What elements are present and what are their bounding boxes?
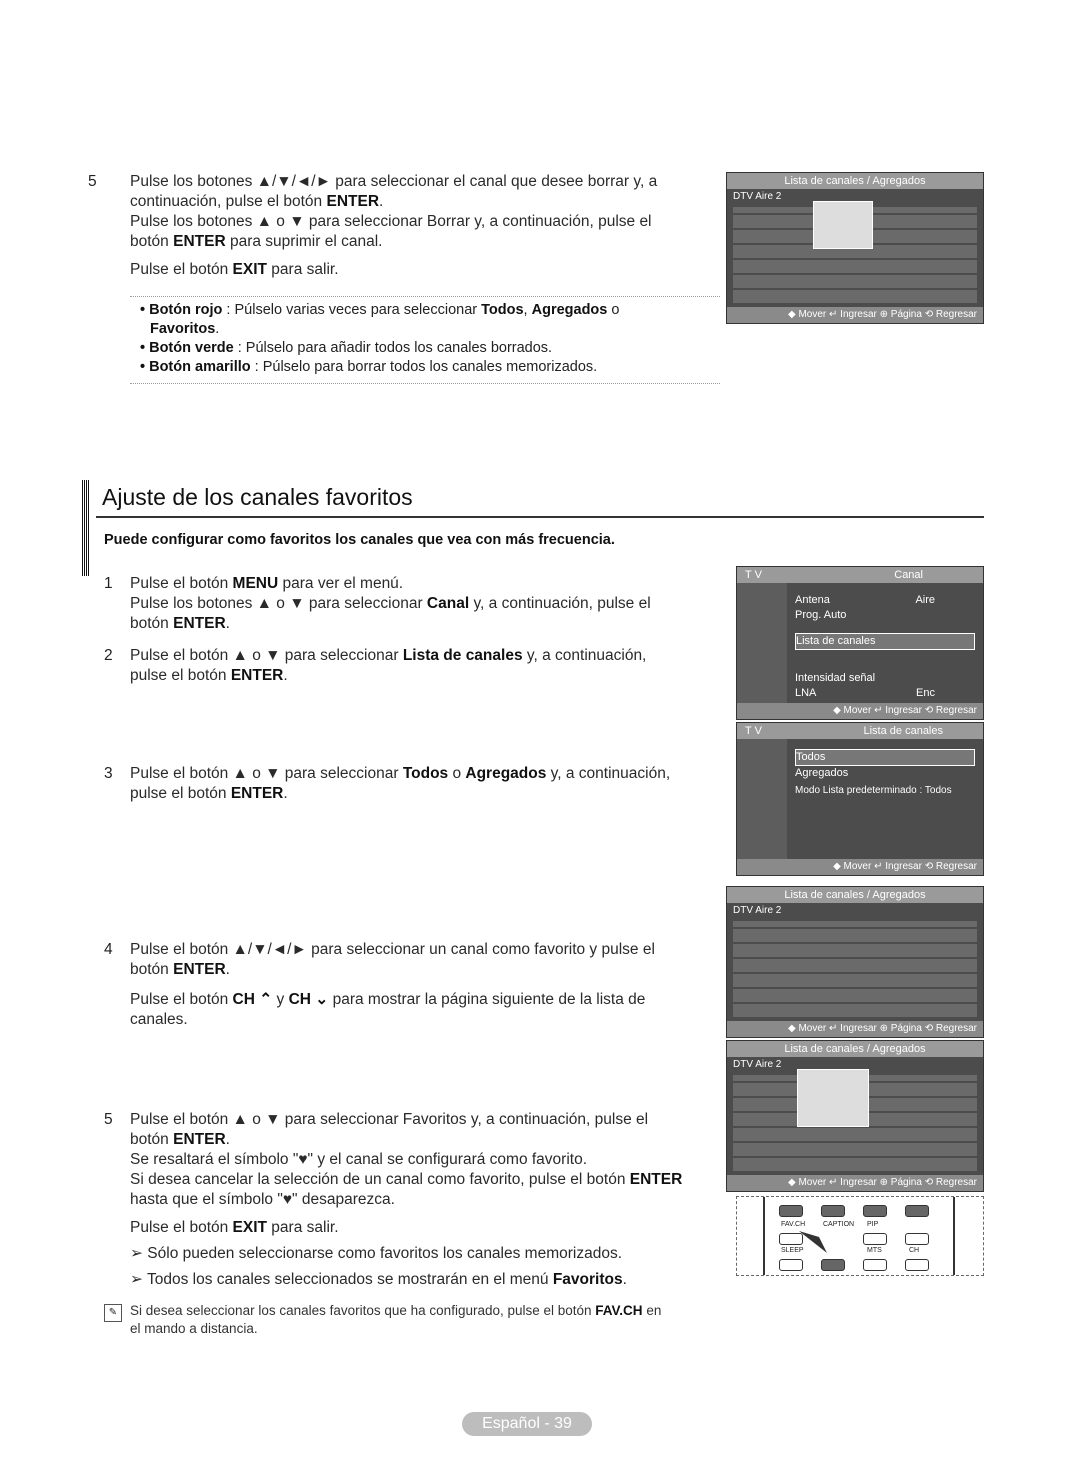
line: Pulse el botón ▲ o ▼ para seleccionar Todos o Agregados y, a continuación, — [130, 765, 671, 782]
line: Pulse el botón ▲ o ▼ para seleccionar Lista de canales y, a continuación, — [130, 647, 647, 664]
remote-button — [821, 1205, 845, 1217]
step3-text — [130, 764, 710, 804]
menu-item-lna: LNA Enc — [795, 687, 935, 699]
channel-grid — [733, 921, 977, 1017]
line: Pulse el botón ▲/▼/◄/► para seleccionar un canal como favorito y pulse el — [130, 941, 655, 958]
tv-screen-channel-list-favorites — [726, 1040, 984, 1192]
step-number: 2 — [104, 647, 113, 664]
line: Pulse el botón MENU para ver el menú. — [130, 575, 404, 592]
screen-subtitle: DTV Aire 2 — [733, 1059, 782, 1070]
page-number-badge: Español - 39 — [462, 1412, 592, 1436]
remote-control-excerpt — [736, 1196, 984, 1276]
remote-label: CH — [909, 1247, 920, 1254]
line: botón ENTER. — [130, 961, 230, 978]
favorites-popup — [797, 1069, 869, 1127]
step-number: 5 — [88, 173, 97, 190]
menu-item-todos: Todos — [795, 749, 975, 766]
menu-header: Canal — [894, 569, 923, 581]
screen-footer: ◆ Mover ↵ Ingresar ⟲ Regresar — [737, 703, 983, 719]
note-red-cont: Favoritos. — [150, 321, 220, 337]
remote-label: MTS — [867, 1247, 882, 1254]
screen-header: Lista de canales / Agregados — [727, 173, 983, 189]
note-red: • Botón rojo : Púlselo varias veces para seleccionar Todos, Agregados o — [140, 302, 620, 318]
tv-screen-channel-list — [726, 886, 984, 1038]
tip-icon: ✎ — [104, 1304, 122, 1322]
delete-popup — [813, 201, 873, 249]
tv-screen-lista-menu — [736, 722, 984, 876]
remote-label: CAPTION — [823, 1221, 855, 1228]
menu-sidebar — [737, 739, 787, 859]
section-marker — [82, 480, 90, 576]
note-green: • Botón verde : Púlselo para añadir todos los canales borrados. — [140, 340, 553, 356]
screen-footer: ◆ Mover ↵ Ingresar ⊕ Página ⟲ Regresar — [727, 1021, 983, 1037]
pip-button — [863, 1233, 887, 1245]
tv-label: T V — [745, 569, 762, 581]
screen-footer: ◆ Mover ↵ Ingresar ⊕ Página ⟲ Regresar — [727, 1175, 983, 1191]
line: hasta que el símbolo "♥" desaparezca. — [130, 1191, 395, 1208]
line: pulse el botón ENTER. — [130, 785, 288, 802]
line: canales. — [130, 1011, 188, 1028]
step5-text — [130, 172, 690, 280]
remote-button — [821, 1259, 845, 1271]
line: botón ENTER para suprimir el canal. — [130, 233, 383, 250]
line: Pulse el botón EXIT para salir. — [130, 261, 339, 278]
line: Si desea cancelar la selección de un canal como favorito, pulse el botón ENTER — [130, 1171, 683, 1188]
menu-header: Lista de canales — [863, 725, 943, 737]
tv-screen-canal-menu — [736, 566, 984, 720]
tv-screen-channel-list-delete — [726, 172, 984, 324]
remote-button — [779, 1205, 803, 1217]
step-number: 5 — [104, 1111, 113, 1128]
tv-label: T V — [745, 725, 762, 737]
note-line: ➢ Sólo pueden seleccionarse como favoritos los canales memorizados. — [130, 1245, 623, 1262]
menu-item-prog-auto: Prog. Auto — [795, 609, 847, 621]
line: Pulse los botones ▲ o ▼ para seleccionar Canal y, a continuación, pulse el — [130, 595, 651, 612]
step-number: 1 — [104, 575, 113, 592]
section-title: Ajuste de los canales favoritos — [102, 484, 413, 510]
line: Pulse los botones ▲/▼/◄/► para seleccionar el canal que desee borrar y, a — [130, 173, 658, 190]
step1-text — [130, 574, 710, 634]
line: Pulse los botones ▲ o ▼ para seleccionar Borrar y, a continuación, pulse el — [130, 213, 652, 230]
line: Se resaltará el símbolo "♥" y el canal se configurará como favorito. — [130, 1151, 588, 1168]
ch-down-button — [905, 1259, 929, 1271]
notes-box — [130, 296, 720, 384]
menu-item-antena: Antena Aire — [795, 594, 935, 606]
screen-subtitle: DTV Aire 2 — [733, 905, 782, 916]
step5b-text — [130, 1110, 715, 1290]
note-yellow: • Botón amarillo : Púlselo para borrar todos los canales memorizados. — [140, 359, 598, 375]
line: botón ENTER. — [130, 1131, 230, 1148]
line: Pulse el botón CH ⌃ y CH ⌄ para mostrar la página siguiente de la lista de — [130, 991, 646, 1008]
screen-header: Lista de canales / Agregados — [727, 887, 983, 903]
tip-text: Si desea seleccionar los canales favoritos que ha configurado, pulse el botón FAV.CH en el mando a distancia. — [130, 1303, 662, 1336]
remote-label: PIP — [867, 1221, 879, 1228]
line: continuación, pulse el botón ENTER. — [130, 193, 384, 210]
ch-up-button — [905, 1233, 929, 1245]
step2-text — [130, 646, 710, 686]
menu-item-modo-lista: Modo Lista predeterminado : Todos — [795, 785, 952, 796]
menu-item-agregados: Agregados — [795, 767, 849, 779]
line: pulse el botón ENTER. — [130, 667, 288, 684]
sleep-button — [779, 1259, 803, 1271]
menu-item-intensidad: Intensidad señal — [795, 672, 876, 684]
mts-button — [863, 1259, 887, 1271]
step-number: 4 — [104, 941, 113, 958]
remote-label: FAV.CH — [781, 1221, 806, 1228]
menu-item-lista-canales: Lista de canales — [795, 633, 975, 650]
screen-header: Lista de canales / Agregados — [727, 1041, 983, 1057]
remote-button — [863, 1205, 887, 1217]
step4-text — [130, 940, 710, 1030]
line: Pulse el botón EXIT para salir. — [130, 1219, 339, 1236]
remote-button — [905, 1205, 929, 1217]
section-rule — [96, 516, 984, 518]
step-number: 3 — [104, 765, 113, 782]
line: Pulse el botón ▲ o ▼ para seleccionar Favoritos y, a continuación, pulse el — [130, 1111, 649, 1128]
screen-subtitle: DTV Aire 2 — [733, 191, 782, 202]
screen-footer: ◆ Mover ↵ Ingresar ⟲ Regresar — [737, 859, 983, 875]
screen-footer: ◆ Mover ↵ Ingresar ⊕ Página ⟲ Regresar — [727, 307, 983, 323]
pointer-hand-icon — [797, 1227, 837, 1257]
line: botón ENTER. — [130, 615, 230, 632]
note-line: ➢ Todos los canales seleccionados se mostrarán en el menú Favoritos. — [130, 1271, 627, 1288]
menu-sidebar — [737, 583, 787, 703]
section-subtitle: Puede configurar como favoritos los canales que vea con más frecuencia. — [104, 532, 615, 548]
remote-label: SLEEP — [781, 1247, 804, 1254]
